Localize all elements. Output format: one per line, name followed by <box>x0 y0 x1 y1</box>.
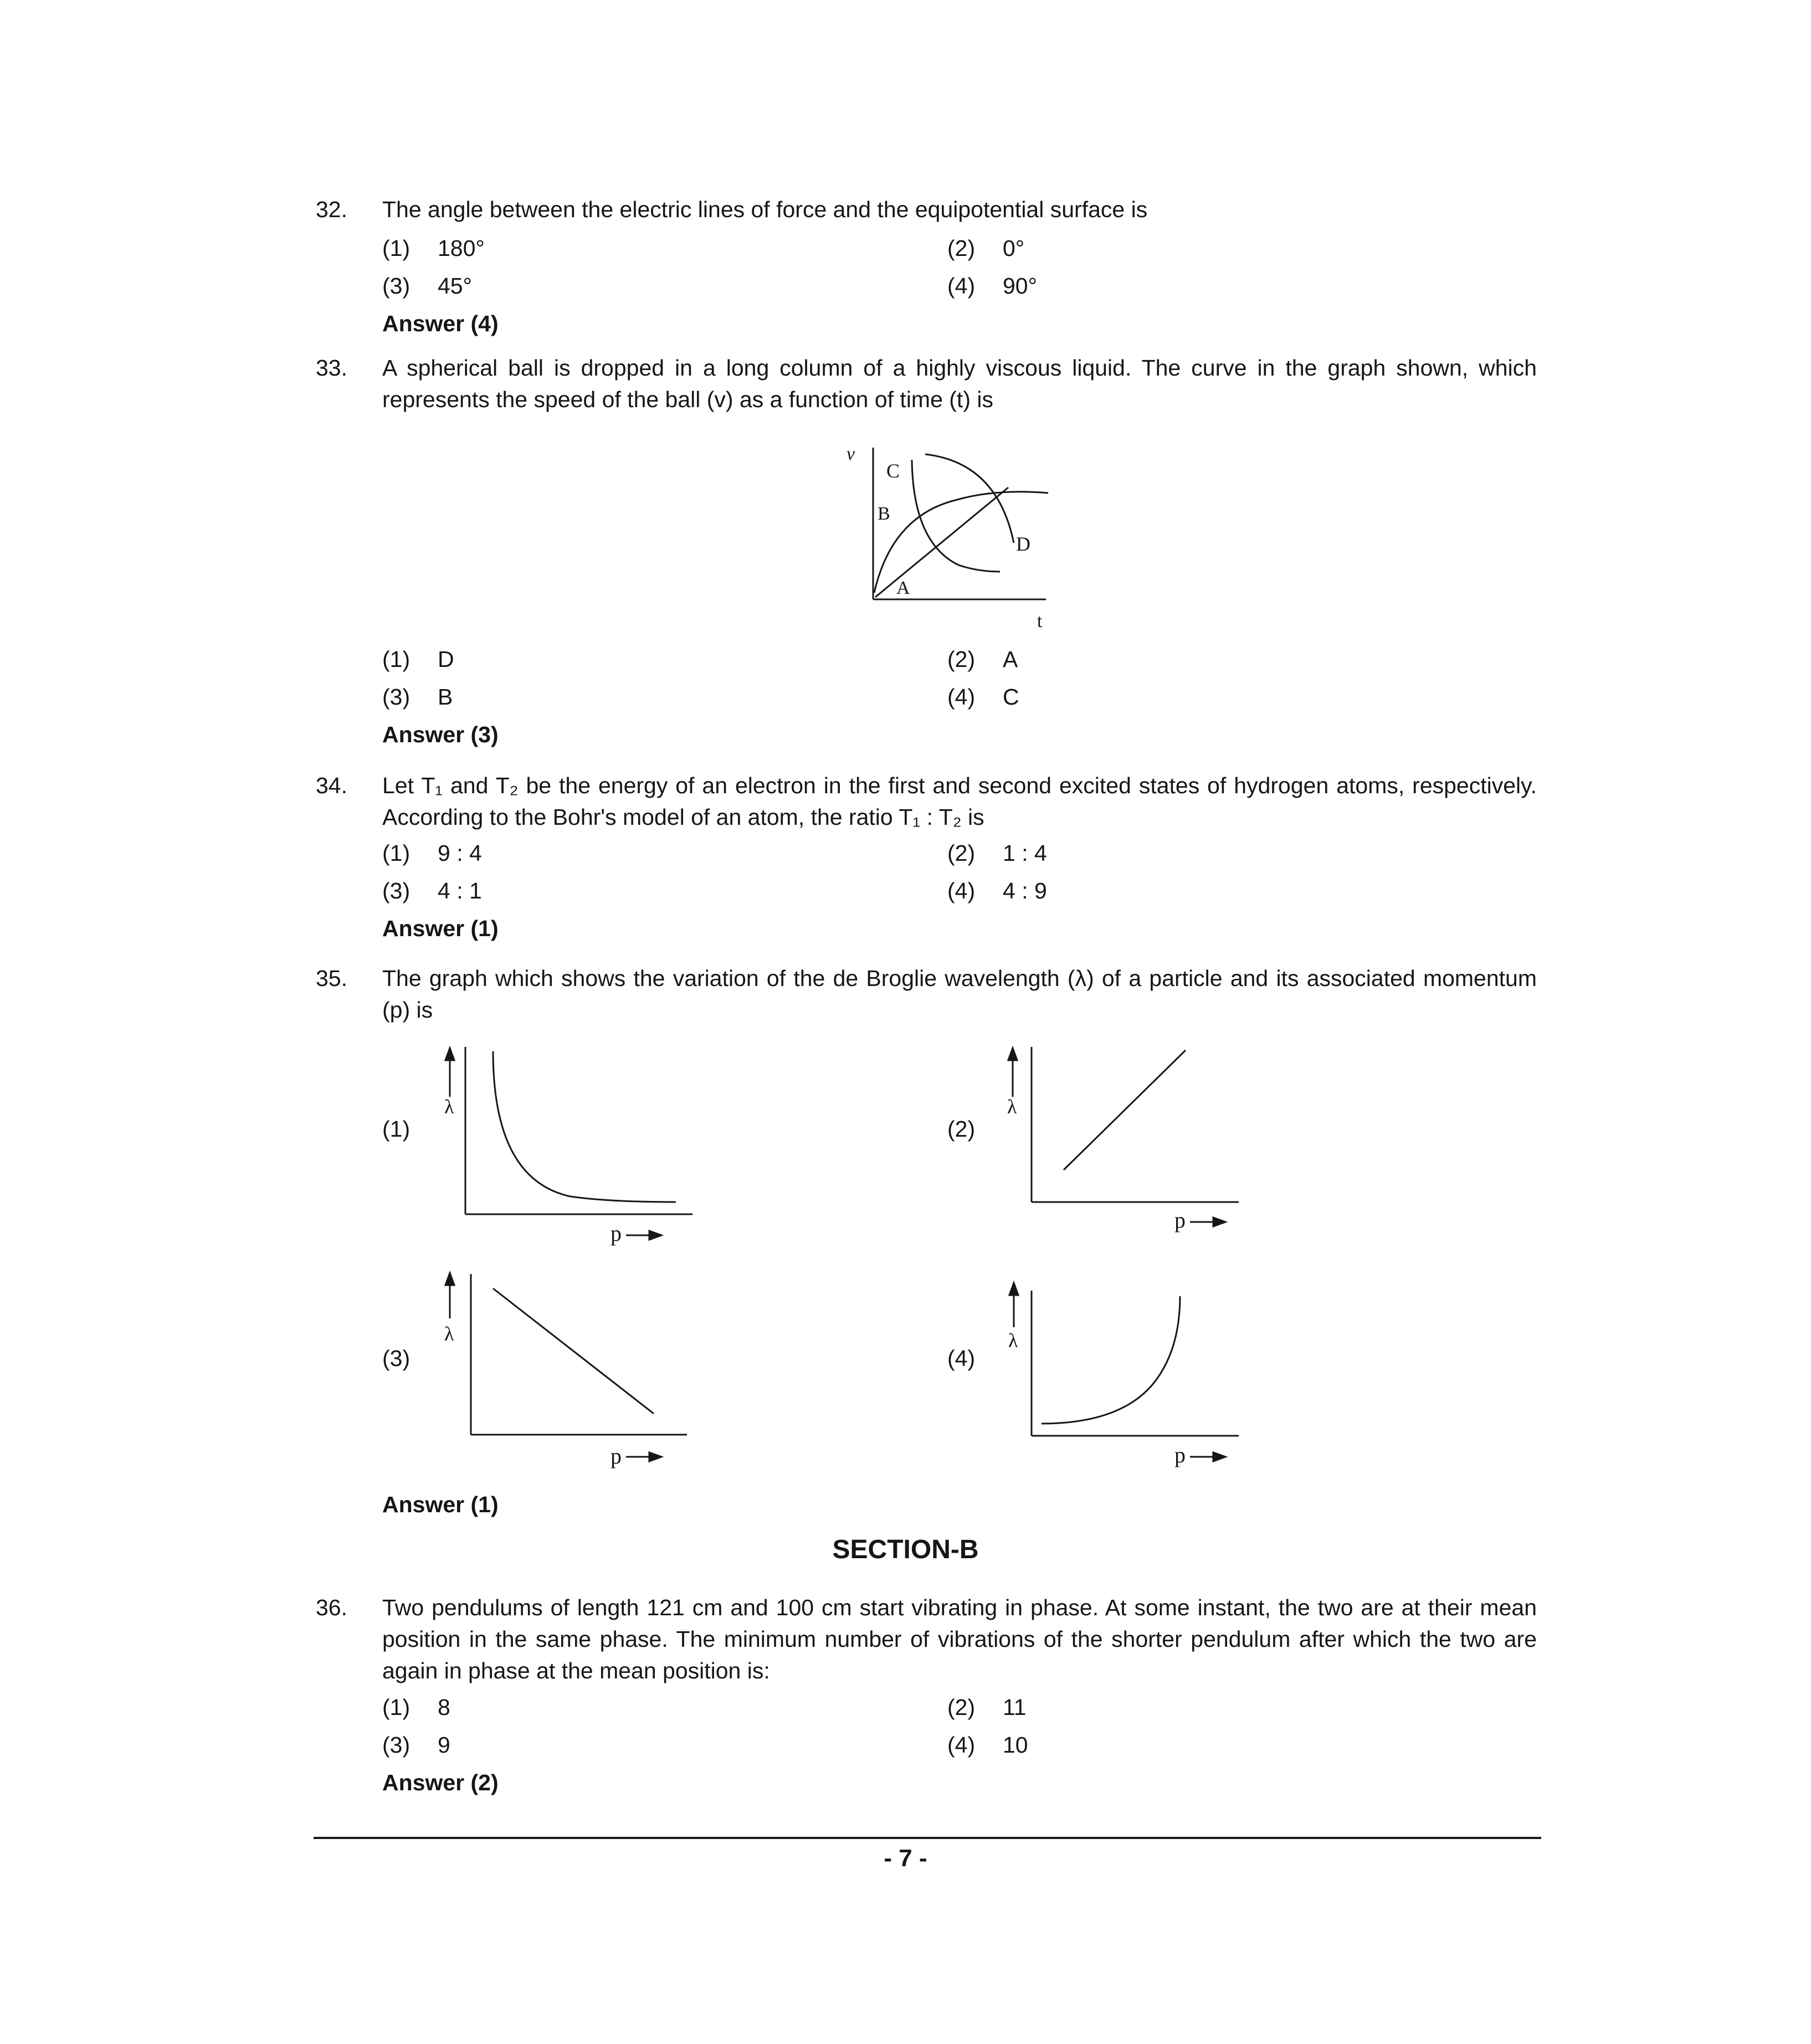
question-text: Let T₁ and T₂ be the energy of an electron in the first and second excited states of hydrogen atoms, respectively. According to the Bohr's model of an atom, the ratio T₁ : T₂ is <box>382 773 1537 830</box>
option-4: (4) 90° <box>947 273 1038 299</box>
curve-label-C: C <box>886 460 900 482</box>
option-3: (3) 9 <box>382 1732 450 1758</box>
question-number: 34. <box>316 773 347 798</box>
graph-option-3 <box>432 1268 698 1479</box>
y-axis-label: v <box>846 444 855 464</box>
curve-D <box>925 454 1014 543</box>
y-arrow-head <box>445 1273 454 1285</box>
curve <box>493 1051 676 1202</box>
option-1: (1) 180° <box>382 235 485 261</box>
curve-C <box>912 460 1000 572</box>
y-arrow-head <box>445 1048 454 1060</box>
option-1: (1) 8 <box>382 1694 450 1720</box>
question-number: 33. <box>316 355 347 381</box>
x-arrow-head <box>649 1452 661 1461</box>
question-text: A spherical ball is dropped in a long column of a highly viscous liquid. The curve in the graph shown, which represents the speed of the ball (v) as a function of time (t) is <box>382 355 1537 412</box>
x-label: p <box>610 1221 622 1246</box>
line <box>1064 1050 1186 1170</box>
x-label: p <box>1174 1442 1186 1467</box>
graph-option-4-number: (4) <box>947 1345 976 1371</box>
curve <box>1042 1296 1180 1424</box>
graph-option-4 <box>997 1274 1263 1485</box>
curve-label-A: A <box>896 578 910 598</box>
x-arrow-head <box>649 1231 661 1240</box>
option-3: (3) 4 : 1 <box>382 878 482 903</box>
option-2: (2) 0° <box>947 235 1025 261</box>
answer: Answer (1) <box>382 1492 499 1517</box>
footer-rule <box>314 1837 1541 1839</box>
question-number: 36. <box>316 1595 347 1620</box>
x-label: p <box>1174 1208 1186 1232</box>
y-arrow-head <box>1008 1048 1017 1060</box>
y-label: λ <box>444 1096 454 1118</box>
question-text: The graph which shows the variation of the de Broglie wavelength (λ) of a particle and its associated momentum (p) is <box>382 965 1537 1023</box>
curve-label-B: B <box>878 504 890 524</box>
answer: Answer (2) <box>382 1770 499 1795</box>
question-number: 35. <box>316 965 347 991</box>
option-2: (2) 11 <box>947 1694 1027 1720</box>
option-1: (1) 9 : 4 <box>382 840 482 866</box>
graph-option-1 <box>432 1041 698 1252</box>
graph-option-3-number: (3) <box>382 1345 411 1371</box>
y-arrow-head <box>1009 1283 1018 1295</box>
option-2: (2) A <box>947 646 1018 672</box>
answer: Answer (3) <box>382 722 499 747</box>
x-axis-label: t <box>1037 611 1043 631</box>
question-text: The angle between the electric lines of force and the equipotential surface is <box>382 197 1148 222</box>
option-3: (3) B <box>382 684 453 710</box>
answer: Answer (4) <box>382 311 499 336</box>
line <box>493 1288 654 1414</box>
option-2: (2) 1 : 4 <box>947 840 1047 866</box>
y-label: λ <box>1008 1329 1018 1352</box>
option-4: (4) 4 : 9 <box>947 878 1047 903</box>
option-4: (4) C <box>947 684 1019 710</box>
section-title: SECTION-B <box>832 1535 979 1564</box>
x-arrow-head <box>1213 1452 1225 1461</box>
x-arrow-head <box>1213 1218 1225 1226</box>
velocity-time-graph <box>842 438 1064 643</box>
page-number: - 7 - <box>884 1845 927 1872</box>
graph-option-1-number: (1) <box>382 1116 411 1142</box>
question-text: Two pendulums of length 121 cm and 100 cm start vibrating in phase. At some instant, the two are at their mean position in the same phase. The minimum number of vibrations of the shorter pendulum after which the two are again in phase at the mean position is: <box>382 1595 1537 1683</box>
y-label: λ <box>1007 1096 1017 1118</box>
option-1: (1) D <box>382 646 454 672</box>
graph-option-2 <box>997 1041 1263 1252</box>
x-label: p <box>610 1444 622 1468</box>
question-number: 32. <box>316 197 347 222</box>
y-label: λ <box>444 1323 454 1345</box>
answer: Answer (1) <box>382 916 499 941</box>
curve-label-D: D <box>1016 533 1030 555</box>
option-3: (3) 45° <box>382 273 473 299</box>
option-4: (4) 10 <box>947 1732 1028 1758</box>
graph-option-2-number: (2) <box>947 1116 976 1142</box>
